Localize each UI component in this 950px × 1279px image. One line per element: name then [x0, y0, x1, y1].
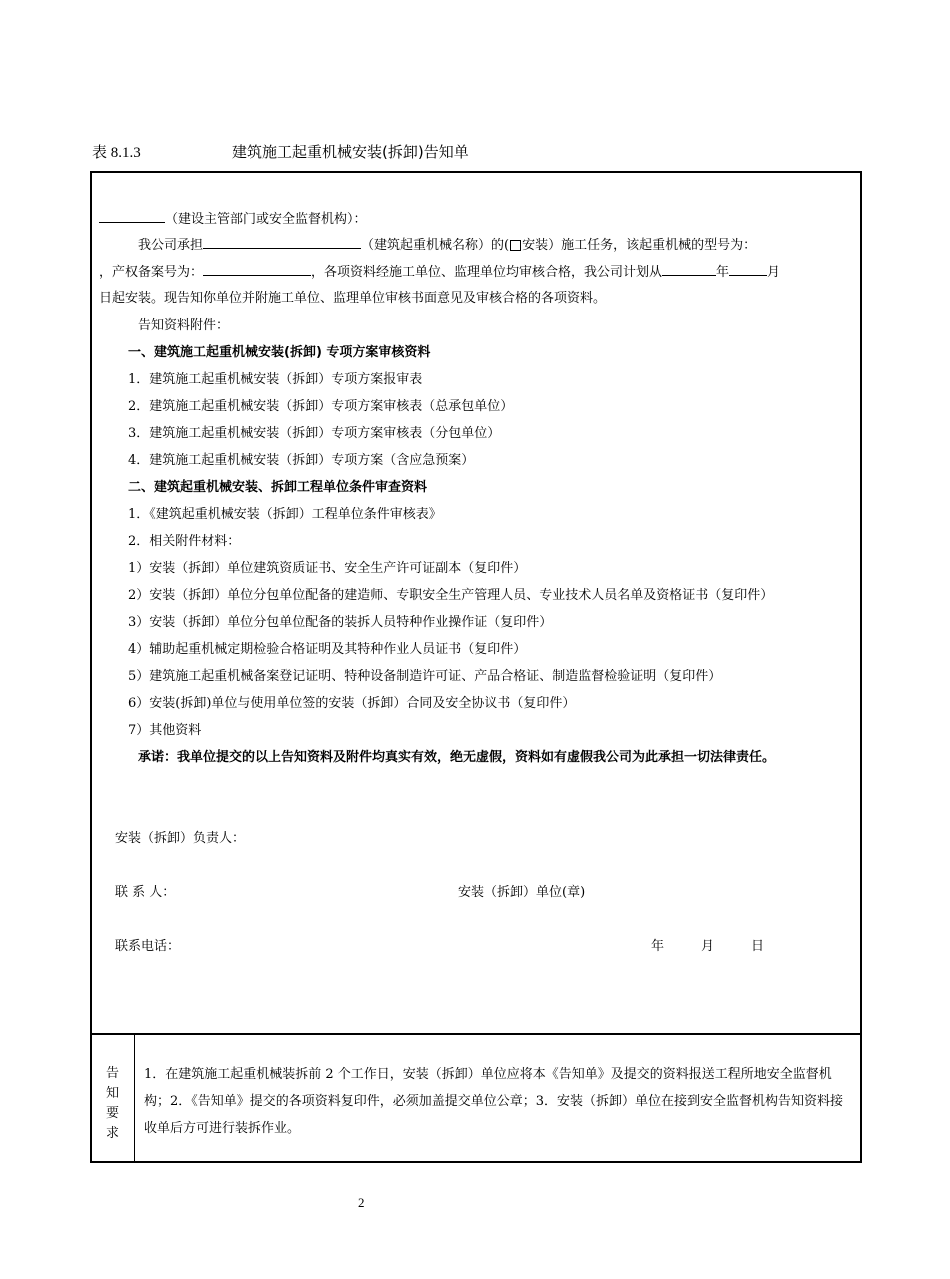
sub-item: 5）建筑施工起重机械备案登记证明、特种设备制造许可证、产品合格证、制造监督检验证明（复印件） [128, 669, 722, 684]
unit-seal-label: 安装（拆卸）单位(章) [458, 885, 586, 900]
list-item: 2．相关附件材料： [128, 534, 241, 549]
contact-person-label: 联 系 人： [115, 885, 176, 900]
document-header [92, 141, 862, 163]
sub-item: 7）其他资料 [128, 723, 202, 738]
commitment-statement: 承诺：我单位提交的以上告知资料及附件均真实有效，绝无虚假，资料如有虚假我公司为此承担一切法律责任。 [138, 750, 776, 765]
list-item: 2．建筑施工起重机械安装（拆卸）专项方案审核表（总承包单位） [128, 399, 514, 414]
month-blank[interactable] [729, 262, 767, 276]
sign-day-label: 日 [751, 939, 765, 954]
list-item: 1．建筑施工起重机械安装（拆卸）专项方案报审表 [128, 372, 423, 387]
side-char: 要 [106, 1106, 120, 1121]
machine-name-blank[interactable] [203, 235, 361, 249]
notice-line-1 [138, 235, 906, 256]
section2-title: 二、建筑起重机械安装、拆卸工程单位条件审查资料 [128, 480, 428, 495]
sub-item: 4）辅助起重机械定期检验合格证明及其特种作业人员证书（复印件） [128, 642, 527, 657]
line1-text-c: 安装）施工任务，该起重机械的型号为： [522, 238, 757, 253]
line1-text-b: （建筑起重机械名称）的( [361, 238, 510, 253]
side-char: 求 [106, 1126, 120, 1141]
page-number: 2 [358, 1195, 365, 1210]
line2-text-b: ，各项资料经施工单位、监理单位均审核合格，我公司计划从 [311, 265, 663, 280]
record-number-blank[interactable] [203, 262, 311, 276]
page-title: 建筑施工起重机械安装(拆卸)告知单 [232, 143, 469, 161]
line2-year-label: 年 [716, 265, 730, 280]
side-char: 知 [106, 1086, 120, 1101]
addressee-suffix: （建设主管部门或安全监督机构）： [165, 212, 367, 227]
list-item: 4．建筑施工起重机械安装（拆卸）专项方案（含应急预案） [128, 453, 475, 468]
sign-month-label: 月 [701, 939, 715, 954]
notice-body [92, 173, 860, 1035]
line2-month-label: 月 [767, 265, 781, 280]
year-blank[interactable] [662, 262, 716, 276]
sub-item: 2）安装（拆卸）单位分包单位配备的建造师、专职安全生产管理人员、专业技术人员名单及资格证书（复印件） [128, 588, 774, 603]
responsible-person-label: 安装（拆卸）负责人： [115, 831, 246, 846]
notice-line-3: 日起安装。现告知你单位并附施工单位、监理单位审核书面意见及审核合格的各项资料。 [99, 291, 607, 306]
section1-title: 一、建筑施工起重机械安装(拆卸) 专项方案审核资料 [128, 345, 431, 360]
line1-text-a: 我公司承担 [138, 238, 204, 253]
attachments-label: 告知资料附件： [138, 318, 230, 333]
sub-item: 3）安装（拆卸）单位分包单位配备的装拆人员特种作业操作证（复印件） [128, 615, 553, 630]
addressee-line [99, 209, 867, 230]
sub-item: 6）安装(拆卸)单位与使用单位签的安装（拆卸）合同及安全协议书（复印件） [128, 696, 576, 711]
line2-text-a: ，产权备案号为： [99, 265, 204, 280]
sign-year-label: 年 [651, 939, 665, 954]
side-char: 告 [106, 1066, 120, 1081]
sub-item: 1）安装（拆卸）单位建筑资质证书、安全生产许可证副本（复印件） [128, 561, 527, 576]
list-item: 1．《建筑起重机械安装（拆卸）工程单位条件审核表》 [128, 507, 442, 522]
install-checkbox[interactable] [510, 240, 521, 251]
addressee-blank[interactable] [99, 209, 165, 223]
notice-line-2 [99, 262, 867, 283]
notice-requirements [92, 1035, 860, 1161]
notice-form [90, 171, 862, 1163]
requirements-text: 1．在建筑施工起重机械装拆前 2 个工作日，安装（拆卸）单位应将本《告知单》及提交的资料报送工程所地安全监督机构；2．《告知单》提交的各项资料复印件，必须加盖提交单位公章；3．安装（拆卸）单位在接到安全监督机构告知资料接收单后方可进行装拆作业。 [144, 1067, 844, 1136]
list-item: 3．建筑施工起重机械安装（拆卸）专项方案审核表（分包单位） [128, 426, 501, 441]
requirements-side-label [92, 1035, 135, 1161]
table-number: 表 8.1.3 [92, 145, 141, 161]
contact-phone-label: 联系电话： [115, 939, 181, 954]
